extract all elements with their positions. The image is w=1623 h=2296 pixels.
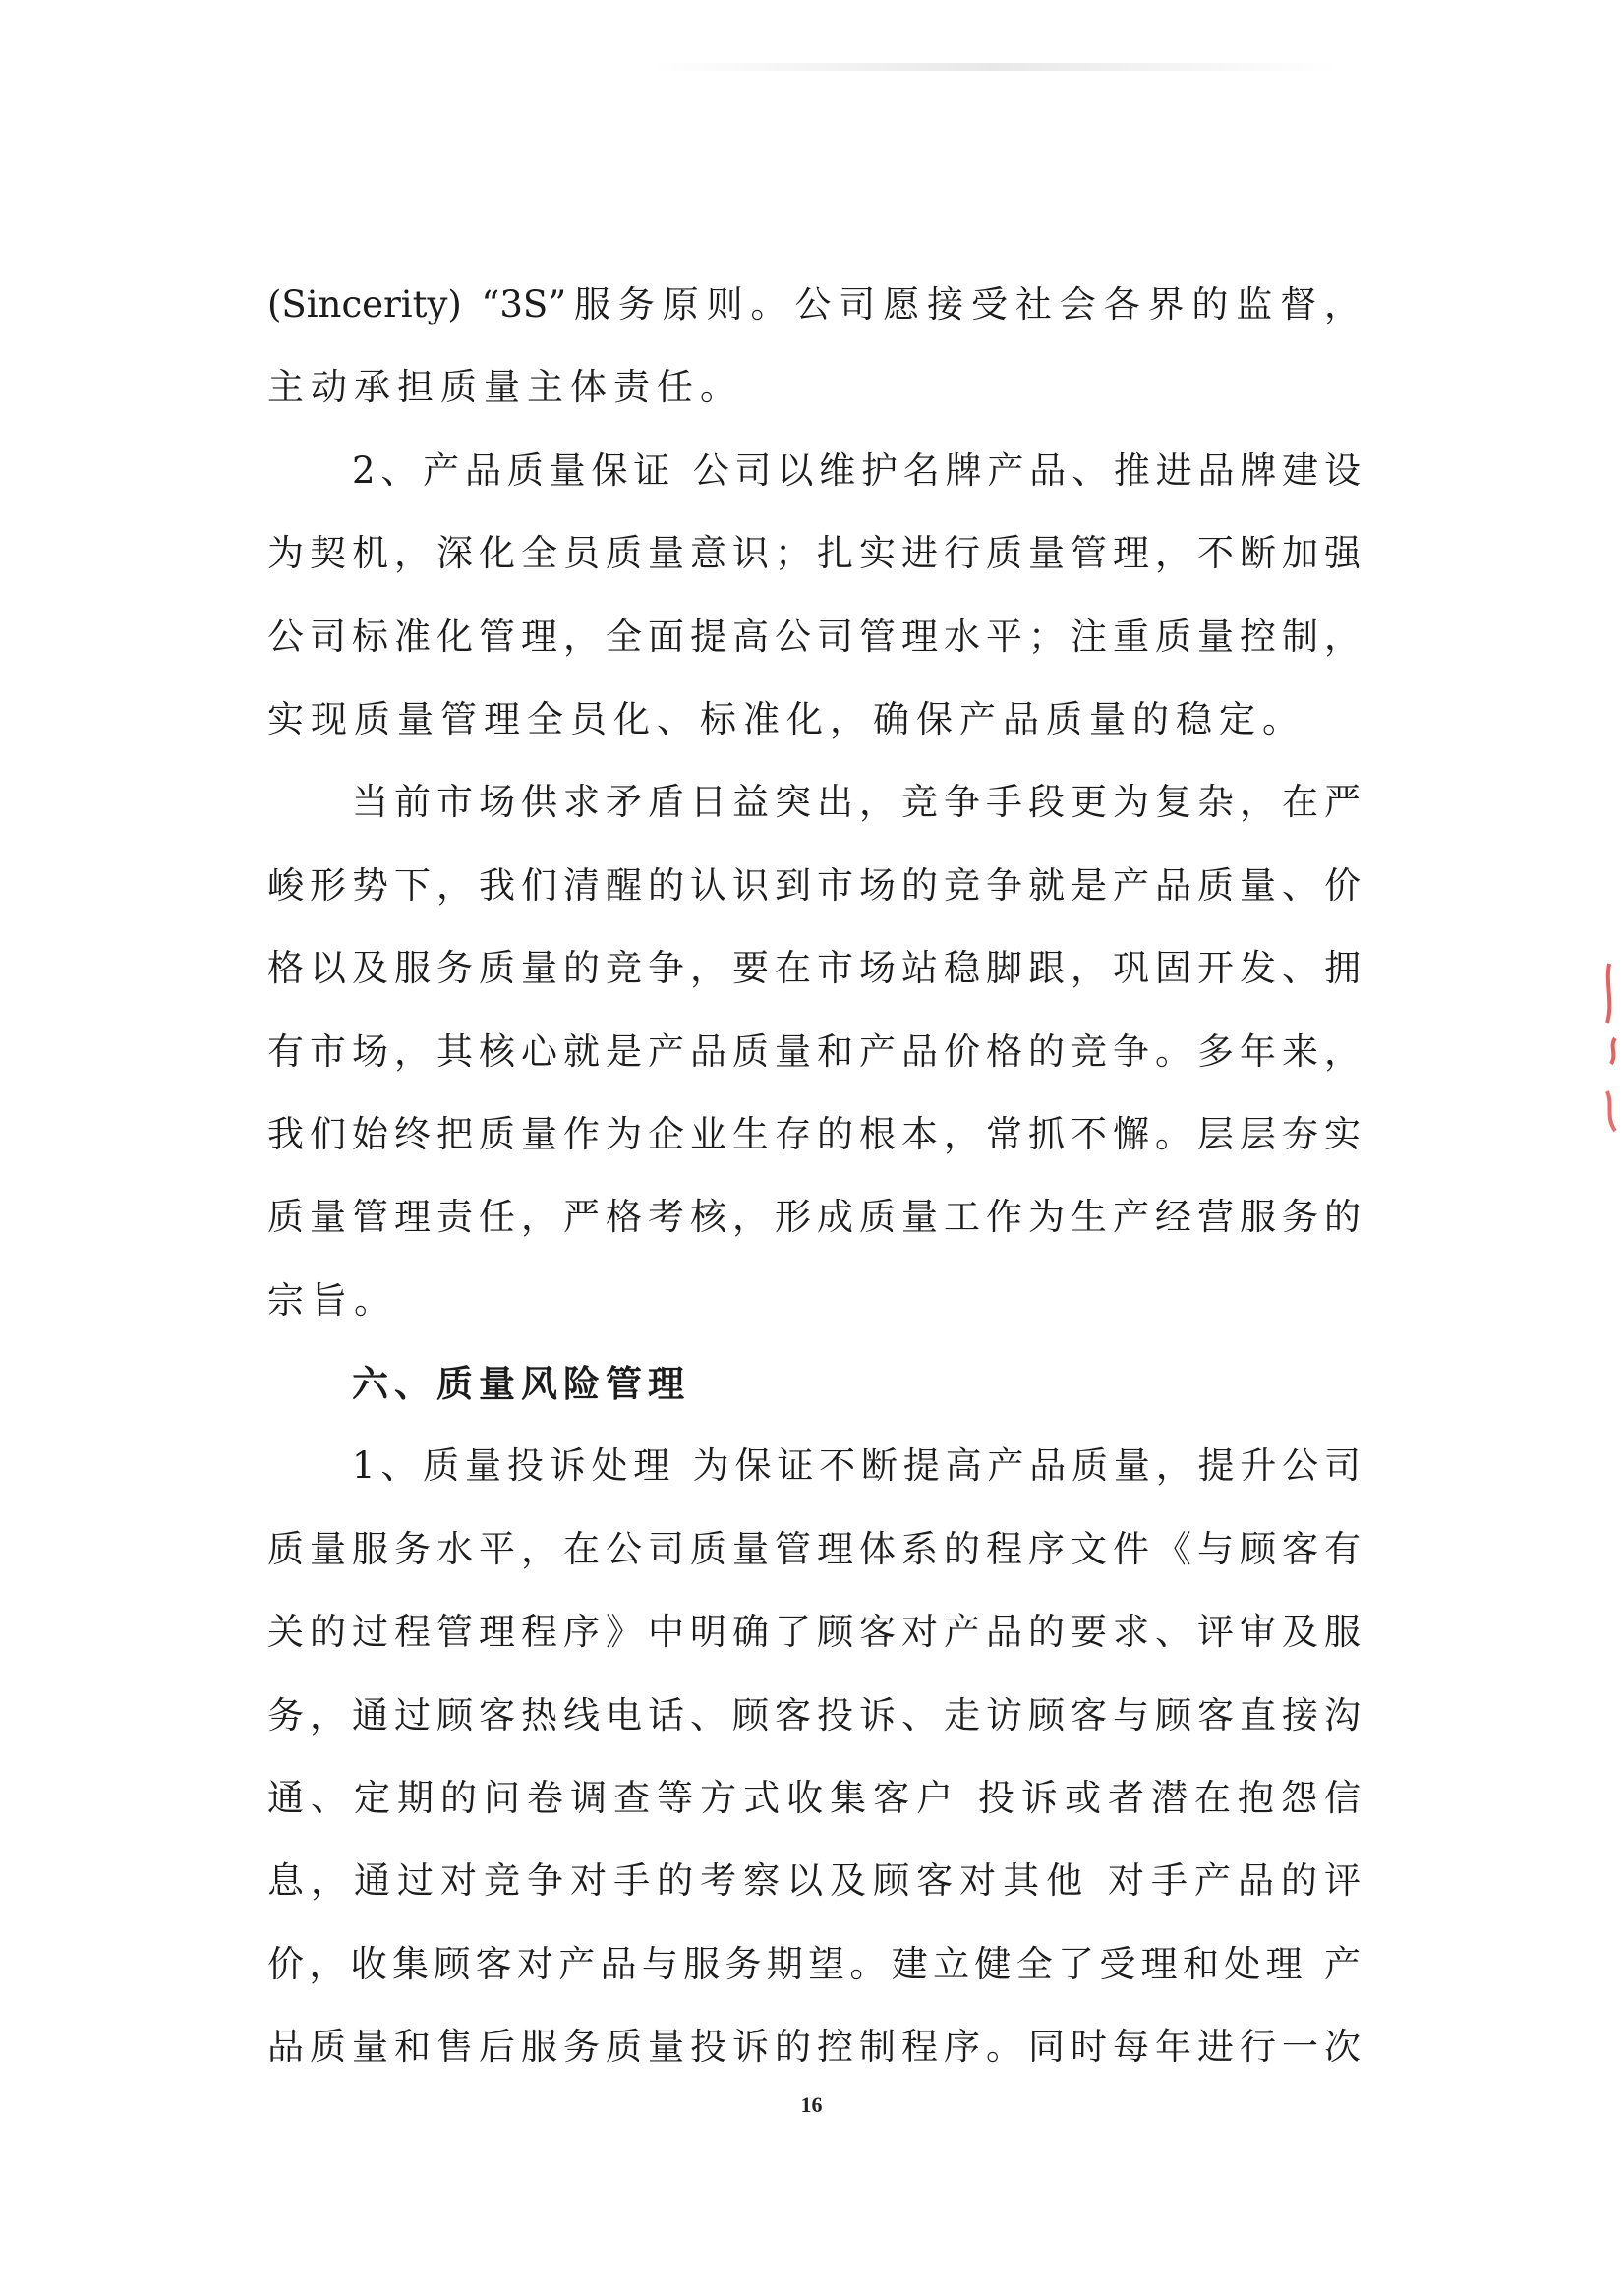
paragraph-start: 当前市场供求矛盾日益突出，竞争手段更为复杂，在严 xyxy=(352,781,1361,824)
paragraph-start: 1、质量投诉处理 为保证不断提高产品质量，提升公司 xyxy=(352,1444,1361,1488)
text-line: 质量管理责任，严格考核，形成质量工作为生产经营服务的 xyxy=(267,1196,1361,1239)
text-line: 我们始终把质量作为企业生存的根本，常抓不懈。层层夯实 xyxy=(267,1112,1361,1155)
scan-artifact xyxy=(649,63,1337,71)
text-line: 为契机，深化全员质量意识；扎实进行质量管理，不断加强 xyxy=(267,532,1361,575)
body-text xyxy=(267,264,1361,2090)
page-number: 16 xyxy=(800,2092,823,2117)
text-line: 务，通过顾客热线电话、顾客投诉、走访顾客与顾客直接沟 xyxy=(267,1693,1361,1737)
seal-edge-mark xyxy=(1588,944,1623,1141)
text-line: 品质量和售后服务质量投诉的控制程序。同时每年进行一次 xyxy=(267,2026,1361,2069)
text-line: 质量服务水平，在公司质量管理体系的程序文件《与顾客有 xyxy=(267,1527,1361,1570)
section-heading: 六、质量风险管理 xyxy=(352,1362,690,1406)
text-line: 峻形势下，我们清醒的认识到市场的竞争就是产品质量、价 xyxy=(267,863,1361,907)
paragraph-start: 2、产品质量保证 公司以维护名牌产品、推进品牌建设 xyxy=(352,448,1361,492)
text-line: 关的过程管理程序》中明确了顾客对产品的要求、评审及服 xyxy=(267,1611,1361,1654)
text-line: 主动承担质量主体责任。 xyxy=(267,366,743,409)
text-line: 格以及服务质量的竞争，要在市场站稳脚跟，巩固开发、拥 xyxy=(267,947,1361,990)
text-line: 实现质量管理全员化、标准化，确保产品质量的稳定。 xyxy=(267,697,1305,740)
text-line: (Sincerity) “3S”服务原则。公司愿接受社会各界的监督， xyxy=(267,283,1361,325)
text-line: 息，通过对竞争对手的考察以及顾客对其他 对手产品的评 xyxy=(267,1859,1361,1903)
text-line: 公司标准化管理，全面提高公司管理水平；注重质量控制， xyxy=(267,615,1361,658)
text-line: 价，收集顾客对产品与服务期望。建立健全了受理和处理 产 xyxy=(267,1942,1361,1985)
text-line: 宗旨。 xyxy=(267,1278,397,1322)
text-line: 有市场，其核心就是产品质量和产品价格的竞争。多年来， xyxy=(267,1030,1361,1073)
text-line: 通、定期的问卷调查等方式收集客户 投诉或者潜在抱怨信 xyxy=(267,1777,1361,1820)
